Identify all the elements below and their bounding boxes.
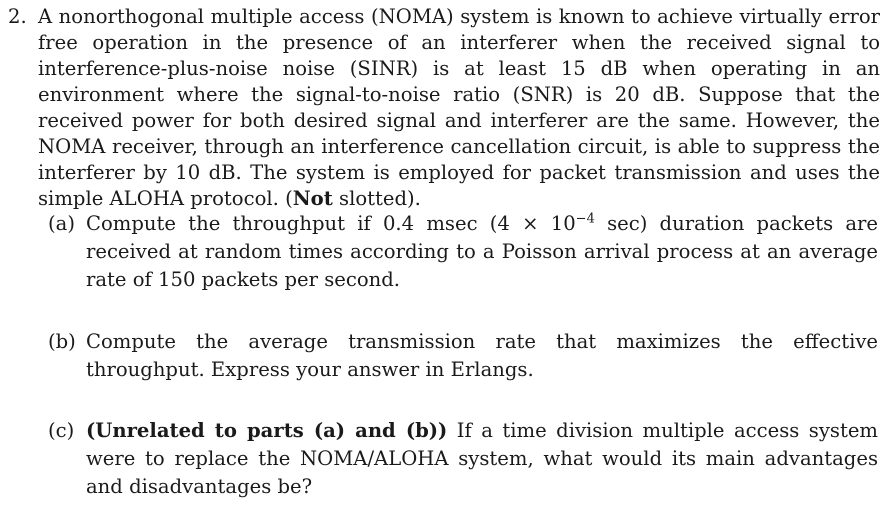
part-c [48, 417, 878, 501]
problem-number: 2. [8, 5, 27, 28]
part-c-bold: (Unrelated to parts (a) and (b)) [86, 419, 448, 442]
part-a-text-1: Compute the throughput if 0.4 msec (4 × 10 [86, 212, 576, 235]
problem-text-bold: Not [292, 187, 333, 210]
part-b-text: Compute the average transmission rate that maximizes the effective throughput. Express your answer in Erlangs. [86, 330, 878, 381]
part-a [48, 210, 878, 294]
problem-statement [38, 4, 880, 212]
part-a-exponent: −4 [575, 211, 595, 227]
part-b-label: (b) [48, 330, 76, 353]
part-a-text-2: sec) duration packets are received at random times according to a Poisson arrival process at an average rate of 150 packets per second. [86, 212, 878, 291]
part-a-label: (a) [48, 212, 75, 235]
problem-text-2: slotted). [332, 187, 421, 210]
part-b [48, 328, 878, 384]
part-c-text [86, 417, 878, 501]
part-c-label: (c) [48, 419, 75, 442]
part-a-text [86, 210, 878, 294]
problem-text-1: A nonorthogonal multiple access (NOMA) system is known to achieve virtually error free operation in the presence of an interferer when the received signal to interference-plus-noise noise (SINR) is at least 15 dB when operating in an environment where the signal-to-noise ratio (SNR) is 20 dB. Suppose that the received power for both desired signal and interferer are the same. However, the NOMA receiver, through an interference cancellation circuit, is able to suppress the interferer by 10 dB. The system is employed for packet transmission and uses the simple ALOHA protocol. ( [38, 5, 880, 210]
problem-2 [8, 4, 880, 212]
part-c-body: If a time division multiple access system were to replace the NOMA/ALOHA system, what would its main advantages and disadvantages be? [86, 419, 878, 498]
